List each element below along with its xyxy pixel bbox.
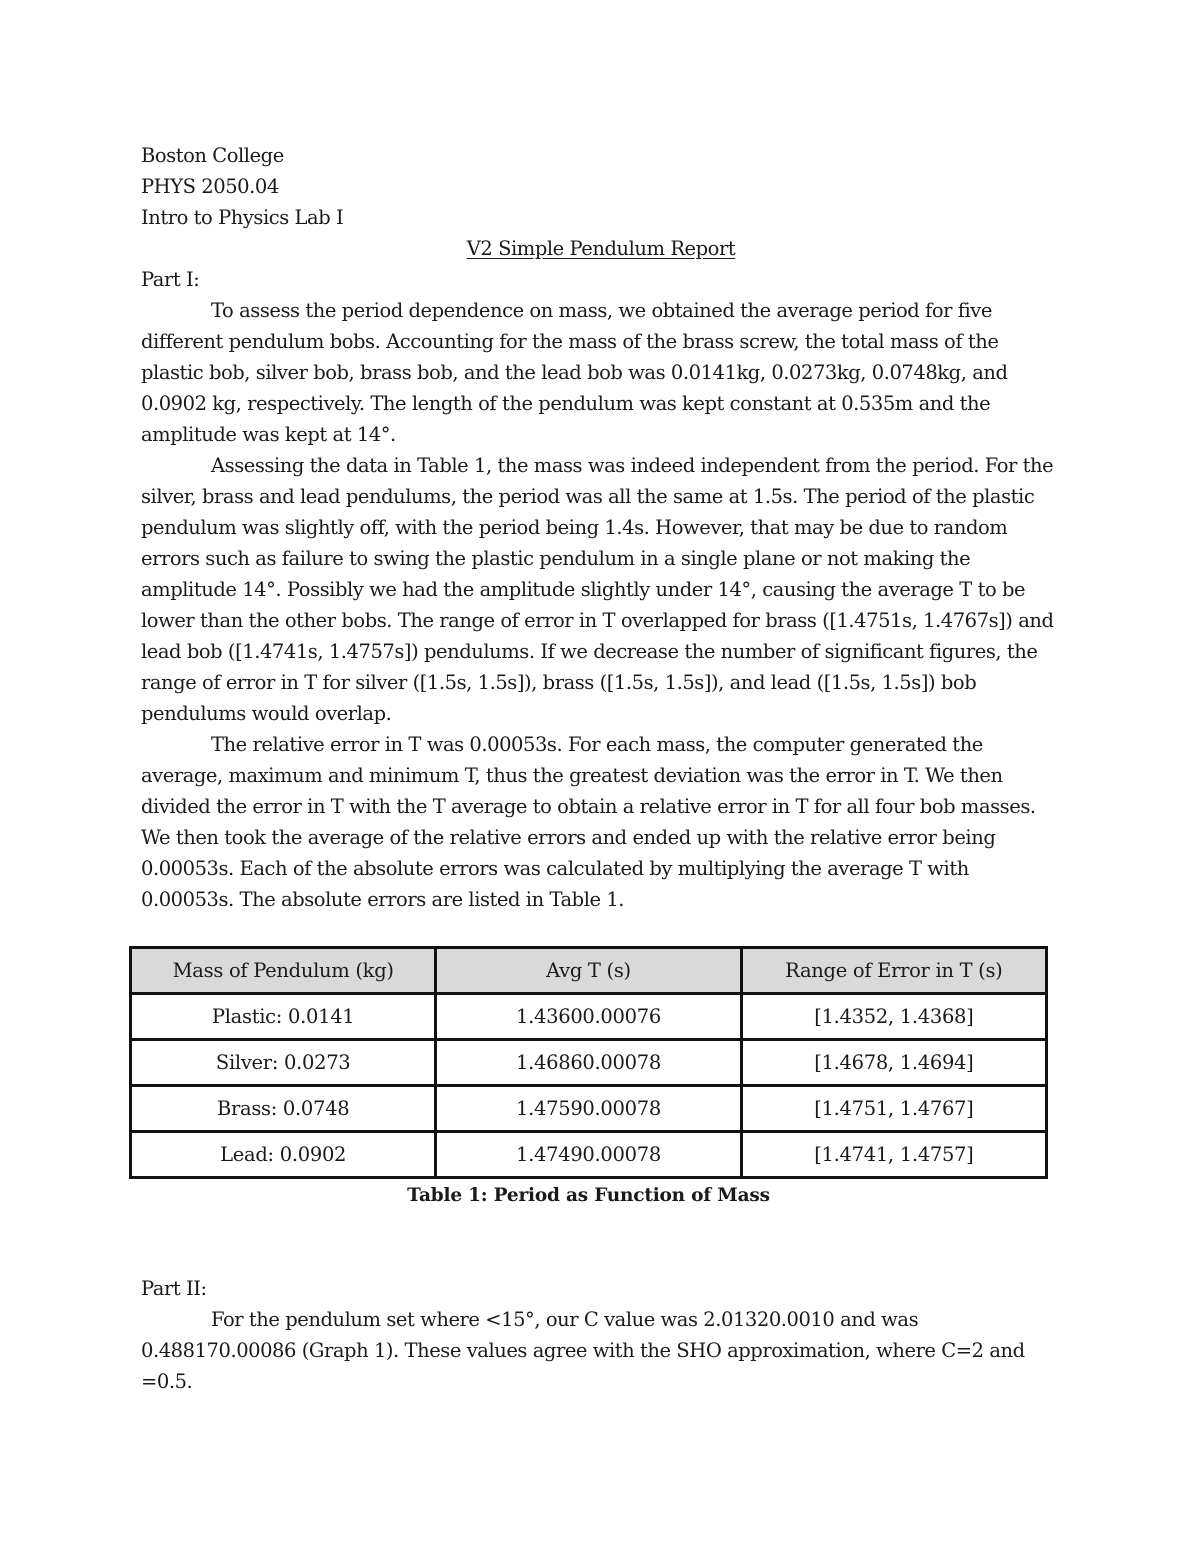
section-spacer — [141, 1211, 1061, 1273]
part1-paragraph-3: The relative error in T was 0.00053s. For each mass, the computer generated the average, maximum and minimum T, thus the greatest deviation was the error in T. We then divided the error in T with the T average to obtain a relative error in T for all four bob masses. We then took the average of the relative errors and ended up with the relative error being 0.00053s. Each of the absolute errors was calculated by multiplying the average T with 0.00053s. The absolute errors are listed in Table 1. — [141, 733, 1036, 911]
table-row — [131, 994, 1047, 1040]
table1-caption: Table 1: Period as Function of Mass — [407, 1185, 770, 1206]
part1-paragraph-2: Assessing the data in Table 1, the mass was indeed independent from the period. For the silver, brass and lead pendulums, the period was all the same at 1.5s. The period of the plastic pendulum was slightly off, with the period being 1.4s. However, that may be due to random errors such as failure to swing the plastic pendulum in a single plane or not making the amplitude 14°. Possibly we had the amplitude slightly under 14°, causing the average T to be lower than the other bobs. The range of error in T overlapped for brass ([1.4751s, 1.4767s]) and lead bob ([1.4741s, 1.4757s]) pendulums. If we decrease the number of significant figures, the range of error in T for silver ([1.5s, 1.5s]), brass ([1.5s, 1.5s]), and lead ([1.5s, 1.5s]) bob pendulums would overlap. — [141, 454, 1054, 725]
document-page — [141, 140, 1061, 1397]
table-cell-avg-t: 1.46860.00078 — [436, 1040, 741, 1086]
table-row — [131, 1132, 1047, 1178]
table-cell-avg-t: 1.47590.00078 — [436, 1086, 741, 1132]
table-cell-mass: Brass: 0.0748 — [131, 1086, 436, 1132]
table-cell-range: [1.4751, 1.4767] — [741, 1086, 1046, 1132]
table-header-avg-t: Avg T (s) — [436, 948, 741, 994]
table-header-row — [131, 948, 1047, 994]
course-name-line: Intro to Physics Lab I — [141, 206, 344, 229]
table-row — [131, 1040, 1047, 1086]
table-row — [131, 1086, 1047, 1132]
part1-heading: Part I: — [141, 268, 200, 291]
table-cell-mass: Lead: 0.0902 — [131, 1132, 436, 1178]
part2-paragraph-1: For the pendulum set where <15°, our C value was 2.01320.0010 and was 0.488170.00086 (Graph 1). These values agree with the SHO approximation, where C=2 and =0.5. — [141, 1308, 1025, 1393]
table1-container — [129, 946, 1048, 1211]
table-cell-range: [1.4352, 1.4368] — [741, 994, 1046, 1040]
period-mass-table — [129, 946, 1048, 1179]
table-cell-range: [1.4741, 1.4757] — [741, 1132, 1046, 1178]
table-cell-avg-t: 1.47490.00078 — [436, 1132, 741, 1178]
part2-heading: Part II: — [141, 1277, 207, 1300]
table-header-range: Range of Error in T (s) — [741, 948, 1046, 994]
institution-line: Boston College — [141, 144, 284, 167]
table-cell-mass: Silver: 0.0273 — [131, 1040, 436, 1086]
table-cell-range: [1.4678, 1.4694] — [741, 1040, 1046, 1086]
course-code-line: PHYS 2050.04 — [141, 175, 279, 198]
table-header-mass: Mass of Pendulum (kg) — [131, 948, 436, 994]
table-cell-avg-t: 1.43600.00076 — [436, 994, 741, 1040]
table-cell-mass: Plastic: 0.0141 — [131, 994, 436, 1040]
part1-paragraph-1: To assess the period dependence on mass, we obtained the average period for five different pendulum bobs. Accounting for the mass of the brass screw, the total mass of the plastic bob, silver bob, brass bob, and the lead bob was 0.0141kg, 0.0273kg, 0.0748kg, and 0.0902 kg, respectively. The length of the pendulum was kept constant at 0.535m and the amplitude was kept at 14°. — [141, 299, 1008, 446]
report-title: V2 Simple Pendulum Report — [466, 237, 736, 260]
